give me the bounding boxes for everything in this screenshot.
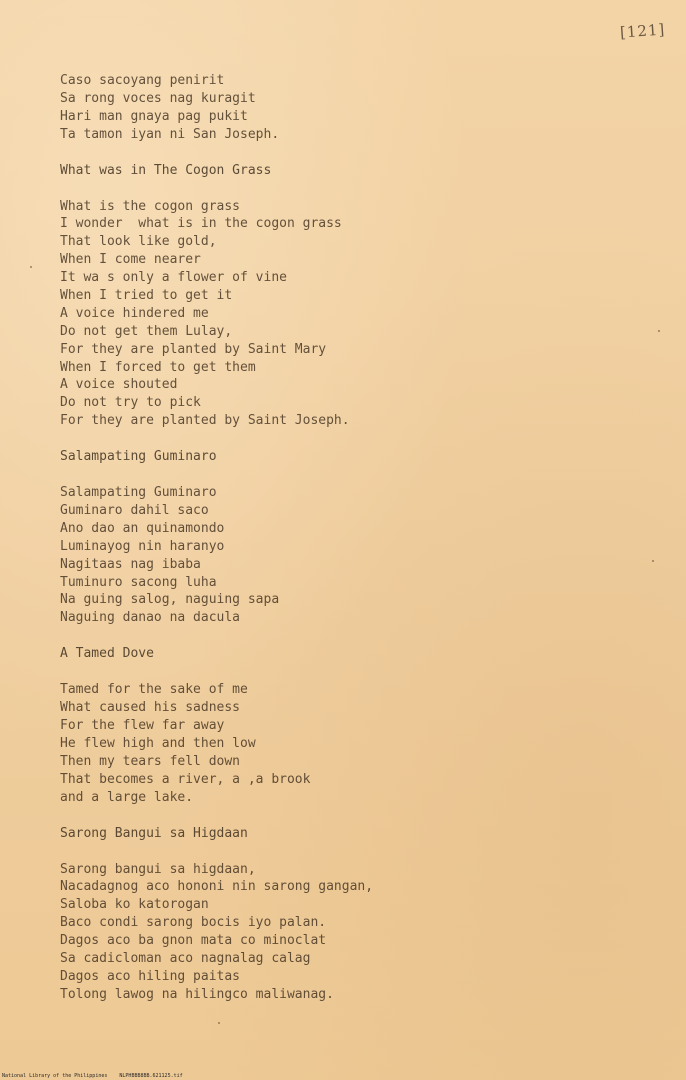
poem-line: Nacadagnog aco hononi nin sarong gangan,	[60, 879, 374, 895]
poem-title: What was in The Cogon Grass	[60, 162, 272, 178]
poem-line: Dagos aco ba gnon mata co minoclat	[60, 933, 327, 949]
poem-line: Na guing salog, naguing sapa	[60, 592, 280, 608]
poem-sarong-bangui	[60, 825, 660, 1004]
page-number: [121]	[619, 20, 666, 42]
paper-speck	[218, 1022, 220, 1024]
poem-line: Naguing danao na dacula	[60, 610, 241, 626]
poem-line: Do not try to pick	[60, 395, 201, 411]
poem-title: Salampating Guminaro	[60, 449, 217, 465]
poem-line: Tolong lawog na hilingco maliwanag.	[60, 986, 334, 1002]
paper-speck	[658, 330, 660, 332]
poem-line: Luminayog nin haranyo	[60, 538, 225, 554]
poem-line: What is the cogon grass	[60, 198, 241, 214]
poem-line: Nagitaas nag ibaba	[60, 556, 201, 572]
archive-footer: National Library of the Philippines NLPHBBB8BB.621125.tif	[2, 1073, 183, 1079]
poem-line: It wa s only a flower of vine	[60, 270, 287, 286]
poem-salampating-guminaro	[60, 448, 660, 627]
poem-line: For the flew far away	[60, 718, 225, 734]
stanza-gap	[60, 627, 660, 645]
poem-line: Saloba ko katorogan	[60, 897, 209, 913]
stanza-gap	[60, 430, 660, 448]
poem-line: Sarong bangui sa higdaan,	[60, 861, 256, 877]
paper-speck	[652, 560, 654, 562]
poem-line: Tamed for the sake of me	[60, 682, 248, 698]
poem-line: Guminaro dahil saco	[60, 503, 209, 519]
poem-fragment-caso-sacoyang	[60, 72, 660, 144]
poem-line: That look like gold,	[60, 234, 217, 250]
poem-line: That becomes a river, a ,a brook	[60, 771, 311, 787]
poem-line: Sa cadicloman aco nagnalag calag	[60, 950, 311, 966]
poem-line: Tuminuro sacong luha	[60, 574, 217, 590]
poem-line: Sa rong voces nag kuragit	[60, 90, 256, 106]
typewritten-document	[60, 72, 660, 1004]
poem-tamed-dove	[60, 645, 660, 806]
poem-line: Salampating Guminaro	[60, 485, 217, 501]
poem-line: Do not get them Lulay,	[60, 323, 233, 339]
poem-line: For they are planted by Saint Mary	[60, 341, 327, 357]
poem-line: A voice shouted	[60, 377, 178, 393]
stanza-gap	[60, 144, 660, 162]
poem-line: When I forced to get them	[60, 359, 256, 375]
poem-cogon-grass	[60, 162, 660, 431]
stanza-gap	[60, 807, 660, 825]
poem-line: Caso sacoyang penirit	[60, 73, 225, 88]
poem-line: Ano dao an quinamondo	[60, 520, 225, 536]
paper-speck	[30, 266, 32, 268]
poem-line: What caused his sadness	[60, 700, 241, 716]
poem-line: Then my tears fell down	[60, 753, 241, 769]
poem-line: and a large lake.	[60, 789, 194, 805]
poem-line: For they are planted by Saint Joseph.	[60, 413, 350, 429]
poem-line: Ta tamon iyan ni San Joseph.	[60, 126, 280, 142]
poem-line: Baco condi sarong bocis iyo palan.	[60, 915, 327, 931]
poem-line: I wonder what is in the cogon grass	[60, 216, 342, 232]
poem-line: When I come nearer	[60, 252, 201, 268]
poem-line: When I tried to get it	[60, 288, 233, 304]
poem-title: A Tamed Dove	[60, 646, 154, 662]
poem-title: Sarong Bangui sa Higdaan	[60, 825, 248, 841]
poem-line: He flew high and then low	[60, 735, 256, 751]
poem-line: Hari man gnaya pag pukit	[60, 108, 248, 124]
poem-line: Dagos aco hiling paitas	[60, 968, 241, 984]
poem-line: A voice hindered me	[60, 305, 209, 321]
